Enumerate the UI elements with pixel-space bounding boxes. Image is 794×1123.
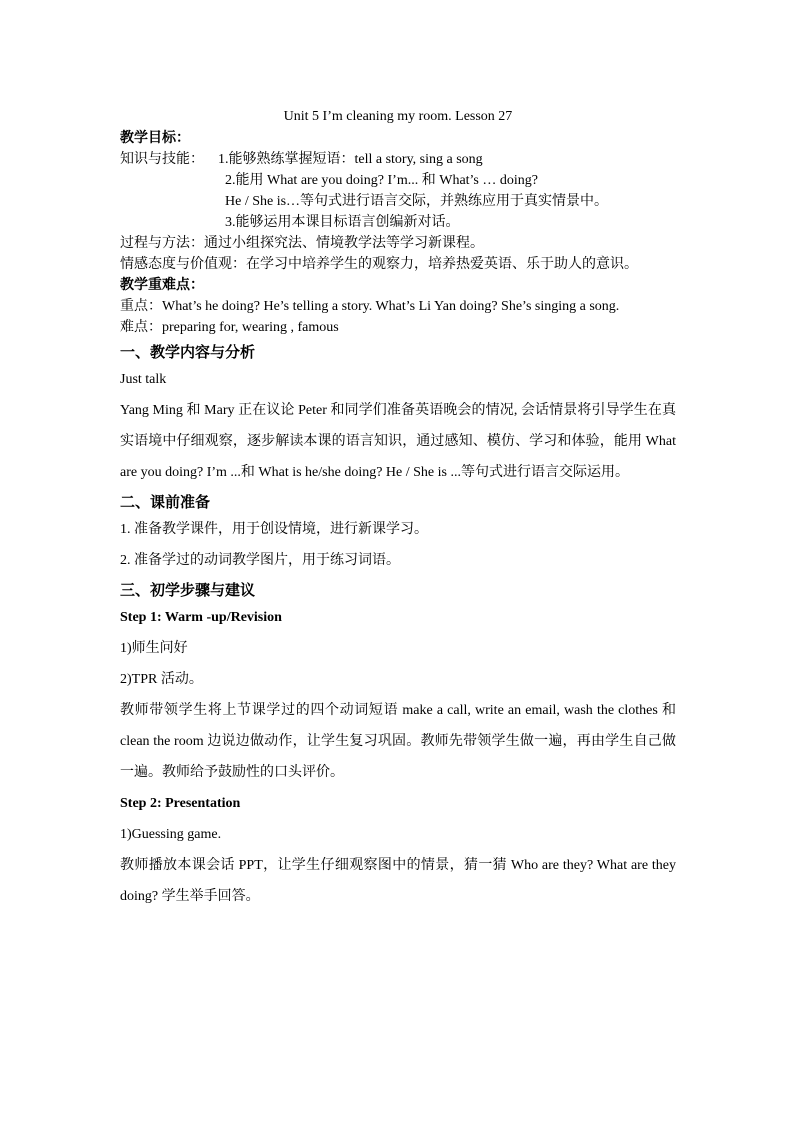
document-body bbox=[120, 106, 676, 912]
key-points-heading: 教学重难点： bbox=[120, 278, 204, 293]
objective-item-3: 3.能够运用本课目标语言创编新对话。 bbox=[225, 215, 460, 230]
objective-item-2: 2.能用 What are you doing? I’m... 和 What’s … doing? bbox=[225, 173, 538, 188]
attitude-values: 情感态度与价值观：在学习中培养学生的观察力，培养热爱英语、乐于助人的意识。 bbox=[120, 257, 638, 272]
section1-heading: 一、教学内容与分析 bbox=[120, 345, 256, 361]
knowledge-label: 知识与技能： bbox=[120, 152, 204, 167]
objective-item-1 bbox=[120, 149, 676, 170]
objectives-heading: 教学目标： bbox=[120, 131, 190, 146]
step1-item-2: 2)TPR 活动。 bbox=[120, 672, 203, 687]
process-method: 过程与方法：通过小组探究法、情境教学法等学习新课程。 bbox=[120, 236, 484, 251]
section2-item-1: 1. 准备教学课件，用于创设情境，进行新课学习。 bbox=[120, 522, 428, 537]
section2-item-2: 2. 准备学过的动词教学图片，用于练习词语。 bbox=[120, 553, 400, 568]
step1-paragraph: 教师带领学生将上节课学过的四个动词短语 make a call, write an email, wash the clothes 和 clean the room 边说边做动作，让学生复习巩固。教师先带领学生做一遍，再由学生自己做一遍。教师给予鼓励性的口头评价。 bbox=[120, 703, 676, 780]
section1-subheading: Just talk bbox=[120, 372, 167, 387]
key-focus: 重点：What’s he doing? He’s telling a story. What’s Li Yan doing? She’s singing a song. bbox=[120, 299, 620, 314]
step1-item-1: 1)师生问好 bbox=[120, 641, 188, 656]
step2-title: Step 2: Presentation bbox=[120, 796, 241, 811]
objective-item-2-cont: He / She is…等句式进行语言交际，并熟练应用于真实情景中。 bbox=[225, 194, 609, 209]
page-title: Unit 5 I’m cleaning my room. Lesson 27 bbox=[283, 109, 513, 124]
step2-paragraph: 教师播放本课会话 PPT，让学生仔细观察图中的情景，猜一猜 Who are they? What are they doing? 学生举手回答。 bbox=[120, 858, 676, 904]
section1-paragraph: Yang Ming 和 Mary 正在议论 Peter 和同学们准备英语晚会的情况, 会话情景将引导学生在真实语境中仔细观察，逐步解读本课的语言知识，通过感知、模仿、学习和体验，能用 What are you doing? I’m ...和 What is he/she doing? He / She is ...等句式进行语言交际运用。 bbox=[120, 403, 676, 480]
step2-item-1: 1)Guessing game. bbox=[120, 827, 222, 842]
section3-heading: 三、初学步骤与建议 bbox=[120, 583, 256, 599]
objective-text-1: 1.能够熟练掌握短语：tell a story, sing a song bbox=[218, 152, 483, 167]
step1-title: Step 1: Warm -up/Revision bbox=[120, 610, 282, 625]
section2-heading: 二、课前准备 bbox=[120, 495, 211, 511]
key-difficulty: 难点：preparing for, wearing , famous bbox=[120, 320, 339, 335]
